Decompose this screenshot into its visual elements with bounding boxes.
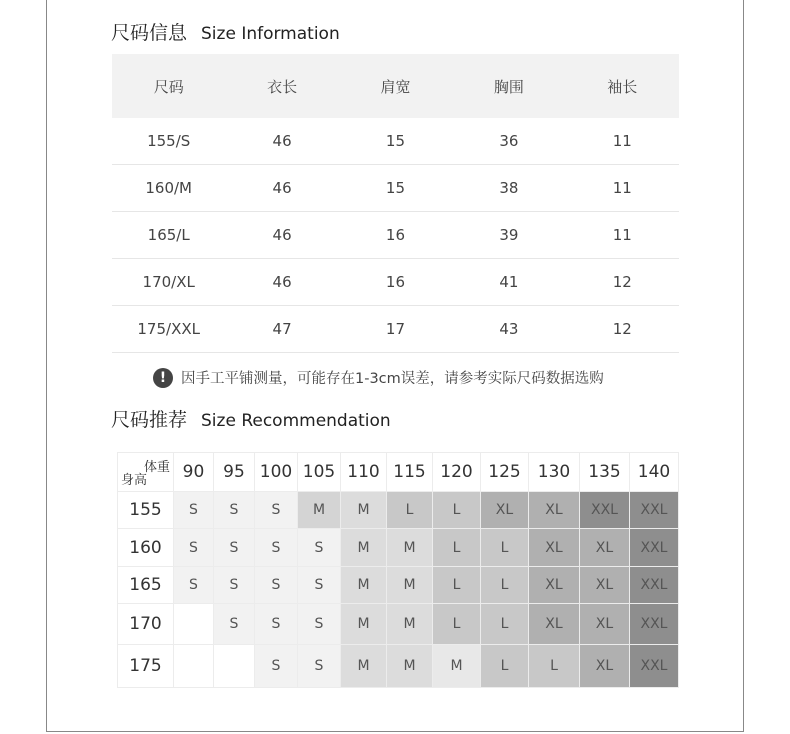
size-cell: S (298, 645, 341, 688)
weight-header: 135 (580, 453, 630, 492)
cell-size: 175/XXL (112, 306, 225, 353)
size-cell: M (387, 567, 433, 604)
rec-corner-cell (118, 453, 174, 492)
size-cell: S (255, 645, 298, 688)
size-cell (174, 604, 214, 645)
note-text: 因手工平铺测量，可能存在1-3cm误差，请参考实际尺码数据选购 (181, 371, 604, 387)
rec-row (118, 567, 679, 604)
size-cell: S (255, 529, 298, 567)
size-cell: L (387, 492, 433, 529)
size-cell: S (255, 567, 298, 604)
size-cell: XXL (630, 567, 679, 604)
weight-header: 100 (255, 453, 298, 492)
size-cell: L (433, 529, 481, 567)
cell-chest: 43 (452, 306, 565, 353)
size-cell: L (481, 529, 529, 567)
cell-sleeve: 12 (566, 306, 679, 353)
header-shoulder: 肩宽 (339, 54, 452, 118)
size-cell: L (529, 645, 580, 688)
size-cell: M (387, 529, 433, 567)
size-cell: XXL (630, 604, 679, 645)
height-header: 165 (118, 567, 174, 604)
size-cell: S (255, 604, 298, 645)
cell-length: 46 (225, 259, 338, 306)
height-header: 170 (118, 604, 174, 645)
header-size: 尺码 (112, 54, 225, 118)
cell-chest: 36 (452, 118, 565, 165)
cell-chest: 38 (452, 165, 565, 212)
cell-length: 46 (225, 212, 338, 259)
table-row (112, 212, 679, 259)
cell-chest: 41 (452, 259, 565, 306)
size-cell: M (341, 492, 387, 529)
cell-sleeve: 12 (566, 259, 679, 306)
size-cell: M (387, 645, 433, 688)
table-row (112, 118, 679, 165)
cell-chest: 39 (452, 212, 565, 259)
size-cell (174, 645, 214, 688)
size-recommendation-grid (117, 452, 679, 688)
size-cell: M (433, 645, 481, 688)
measurement-note (153, 367, 604, 388)
size-cell: S (214, 492, 255, 529)
size-info-title-en: Size Information (201, 24, 340, 44)
height-header: 160 (118, 529, 174, 567)
size-cell: XL (580, 645, 630, 688)
size-cell: L (433, 604, 481, 645)
size-cell: L (481, 645, 529, 688)
size-cell: XXL (630, 645, 679, 688)
cell-size: 165/L (112, 212, 225, 259)
rec-row (118, 645, 679, 688)
height-header: 175 (118, 645, 174, 688)
size-table-header-row (112, 54, 679, 118)
rec-row (118, 492, 679, 529)
cell-sleeve: 11 (566, 118, 679, 165)
size-cell: S (214, 567, 255, 604)
exclamation-icon: ! (153, 368, 173, 388)
size-cell: XL (529, 604, 580, 645)
cell-shoulder: 15 (339, 118, 452, 165)
size-cell: S (214, 604, 255, 645)
cell-shoulder: 17 (339, 306, 452, 353)
cell-sleeve: 11 (566, 165, 679, 212)
size-cell: S (174, 492, 214, 529)
size-cell (214, 645, 255, 688)
height-header: 155 (118, 492, 174, 529)
size-cell: S (214, 529, 255, 567)
size-cell: XL (580, 567, 630, 604)
size-cell: M (341, 645, 387, 688)
size-rec-title-cn: 尺码推荐 (111, 409, 188, 431)
cell-sleeve: 11 (566, 212, 679, 259)
cell-length: 46 (225, 165, 338, 212)
header-sleeve: 袖长 (566, 54, 679, 118)
size-cell: S (298, 604, 341, 645)
size-cell: M (341, 529, 387, 567)
cell-size: 160/M (112, 165, 225, 212)
weight-header: 105 (298, 453, 341, 492)
size-cell: L (433, 567, 481, 604)
cell-size: 170/XL (112, 259, 225, 306)
rec-row (118, 604, 679, 645)
size-info-table (112, 54, 679, 353)
cell-shoulder: 15 (339, 165, 452, 212)
weight-header: 125 (481, 453, 529, 492)
cell-shoulder: 16 (339, 212, 452, 259)
size-cell: L (481, 567, 529, 604)
size-cell: XXL (630, 529, 679, 567)
size-cell: XL (529, 567, 580, 604)
size-cell: S (174, 567, 214, 604)
size-info-title (111, 18, 340, 45)
size-cell: XXL (630, 492, 679, 529)
header-length: 衣长 (225, 54, 338, 118)
cell-length: 47 (225, 306, 338, 353)
size-cell: L (433, 492, 481, 529)
size-cell: XL (580, 529, 630, 567)
size-cell: XL (481, 492, 529, 529)
size-cell: L (481, 604, 529, 645)
weight-header: 120 (433, 453, 481, 492)
table-row (112, 259, 679, 306)
size-rec-title-en: Size Recommendation (201, 411, 391, 431)
cell-length: 46 (225, 118, 338, 165)
size-rec-title (111, 405, 391, 432)
size-cell: XL (529, 492, 580, 529)
size-info-title-cn: 尺码信息 (111, 22, 188, 44)
rec-header-row (118, 453, 679, 492)
table-row (112, 306, 679, 353)
weight-header: 90 (174, 453, 214, 492)
size-cell: M (341, 604, 387, 645)
weight-header: 140 (630, 453, 679, 492)
cell-size: 155/S (112, 118, 225, 165)
size-cell: XL (529, 529, 580, 567)
size-cell: M (298, 492, 341, 529)
size-cell: S (255, 492, 298, 529)
size-cell: S (298, 529, 341, 567)
cell-shoulder: 16 (339, 259, 452, 306)
header-chest: 胸围 (452, 54, 565, 118)
size-cell: XL (580, 604, 630, 645)
weight-header: 95 (214, 453, 255, 492)
rec-row (118, 529, 679, 567)
corner-height-label: 身高 (121, 473, 148, 488)
weight-header: 115 (387, 453, 433, 492)
weight-header: 110 (341, 453, 387, 492)
table-row (112, 165, 679, 212)
size-cell: XXL (580, 492, 630, 529)
size-cell: S (298, 567, 341, 604)
size-cell: S (174, 529, 214, 567)
corner-weight-label: 体重 (143, 460, 170, 475)
weight-header: 130 (529, 453, 580, 492)
size-cell: M (341, 567, 387, 604)
size-cell: M (387, 604, 433, 645)
